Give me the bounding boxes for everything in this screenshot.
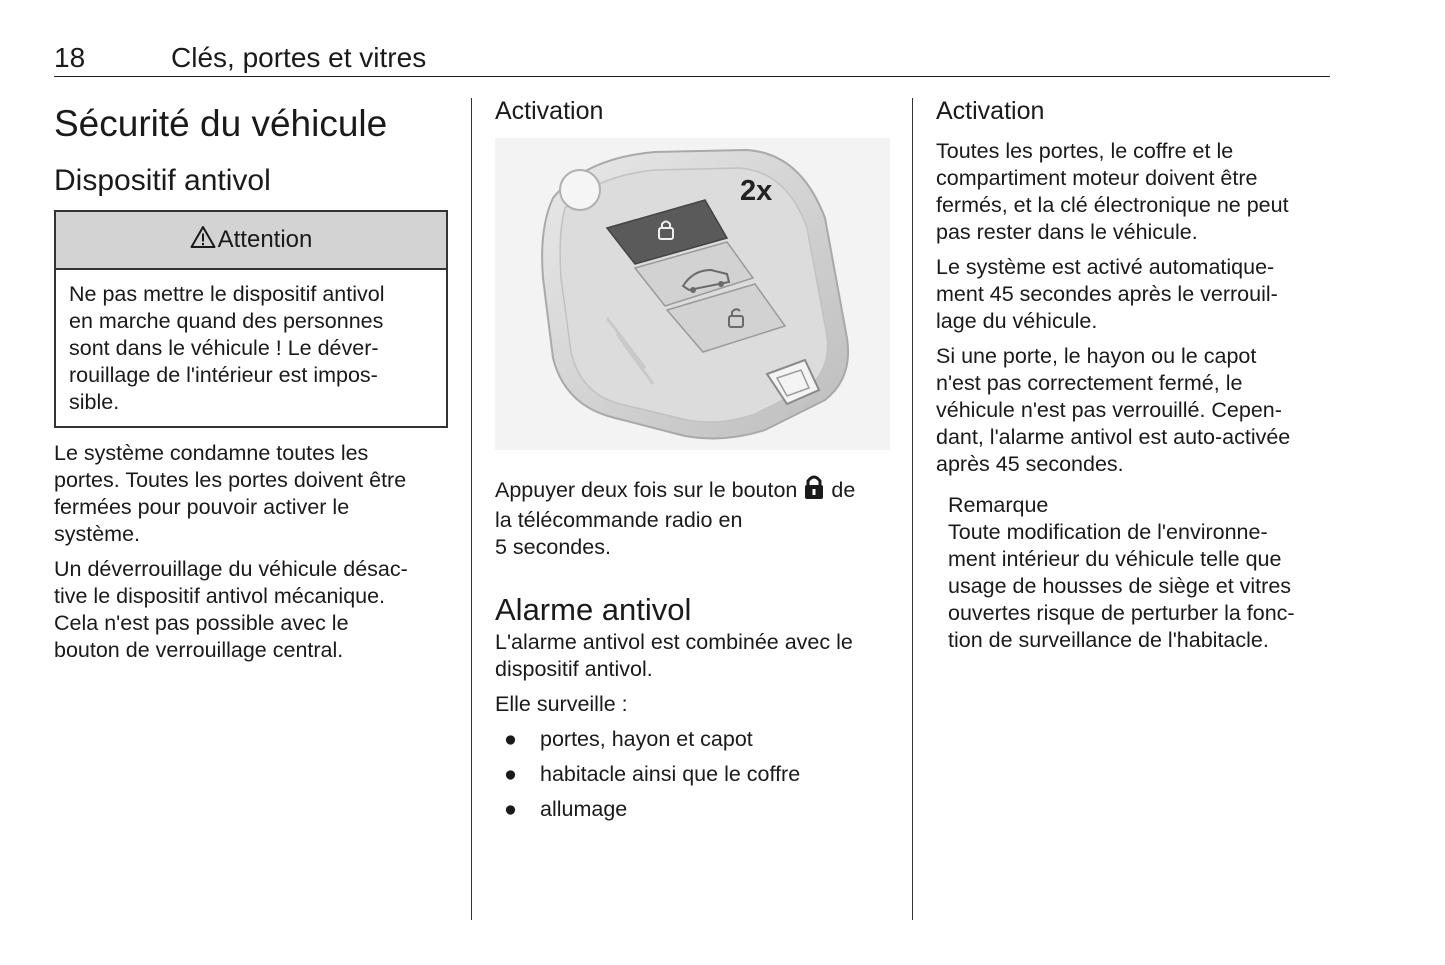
key-fob-illustration bbox=[495, 138, 890, 450]
warning-label: Attention bbox=[217, 226, 313, 253]
column-left bbox=[54, 96, 448, 672]
lock-icon bbox=[803, 474, 825, 507]
list-item: ● habitacle ainsi que le coffre bbox=[504, 762, 801, 786]
page-number: 18 bbox=[54, 42, 86, 73]
column-divider bbox=[471, 98, 472, 920]
subsection-title: Dispositif antivol bbox=[54, 164, 271, 197]
column-right bbox=[936, 96, 1332, 662]
page-header bbox=[54, 40, 1330, 77]
list-item: ● portes, hayon et capot bbox=[504, 727, 753, 751]
note-block bbox=[948, 492, 1332, 654]
paragraph: Si une porte, le hayon ou le capot n'est pas correctement fermé, le véhicule n'est pas verrouillé. Cepen- dant, l'alarme antivol est auto-activée après 45 secondes. bbox=[936, 344, 1291, 476]
alarm-section-title: Alarme antivol bbox=[495, 592, 692, 627]
bullet-icon: ● bbox=[504, 727, 517, 751]
warning-triangle-icon bbox=[190, 225, 216, 256]
note-title: Remarque bbox=[948, 493, 1049, 517]
paragraph: Le système est activé automatique- ment 45 secondes après le verrouil- lage du véhicule. bbox=[936, 255, 1278, 333]
column-divider bbox=[912, 98, 913, 920]
paragraph: Le système condamne toutes les portes. Toutes les portes doivent être fermées pour pouvoir activer le système. bbox=[54, 441, 407, 546]
key-fob-figure bbox=[495, 138, 890, 450]
note-text: Toute modification de l'environne- ment intérieur du véhicule telle que usage de housses de siège et vitres ouvertes risque de perturber la fonc- tion de surveillance de l'habitacle. bbox=[948, 520, 1295, 652]
list-item: ● allumage bbox=[504, 797, 628, 821]
warning-text: Ne pas mettre le dispositif antivol en marche quand des personnes sont dans le véhicule ! Le déver- rouillage de l'intérieur est impos- sible. bbox=[69, 282, 385, 414]
warning-header bbox=[56, 212, 446, 270]
monitored-list bbox=[495, 726, 895, 823]
section-title: Sécurité du véhicule bbox=[54, 103, 388, 144]
warning-body bbox=[56, 270, 446, 426]
bullet-icon: ● bbox=[504, 762, 517, 786]
press-count-label: 2x bbox=[740, 175, 773, 207]
paragraph: Elle surveille : bbox=[495, 692, 628, 716]
activation-heading: Activation bbox=[495, 97, 604, 125]
column-middle bbox=[495, 96, 895, 831]
chapter-title: Clés, portes et vitres bbox=[171, 42, 427, 73]
activation-heading: Activation bbox=[936, 97, 1045, 125]
paragraph: Un déverrouillage du véhicule désac- tive le dispositif antivol mécanique. Cela n'est pas possible avec le bouton de verrouillage central. bbox=[54, 557, 408, 662]
paragraph: L'alarme antivol est combinée avec le dispositif antivol. bbox=[495, 630, 853, 681]
warning-box bbox=[54, 210, 448, 428]
instruction-paragraph: Appuyer deux fois sur le bouton de la télécommande radio en 5 secondes. bbox=[495, 474, 895, 561]
bullet-icon: ● bbox=[504, 797, 517, 821]
paragraph: Toutes les portes, le coffre et le compartiment moteur doivent être fermés, et la clé électronique ne peut pas rester dans le véhicule. bbox=[936, 139, 1289, 244]
